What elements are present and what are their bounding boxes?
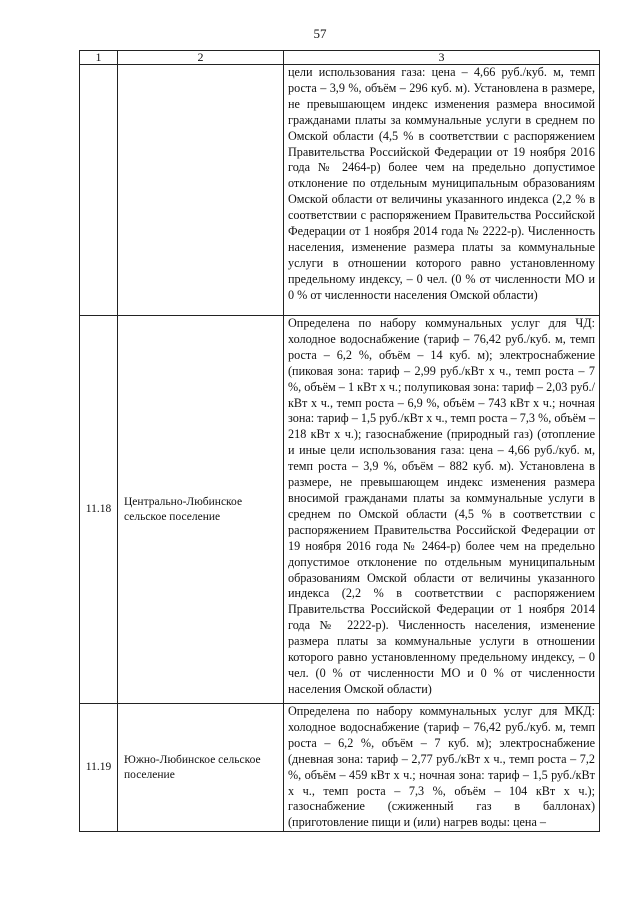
tariff-description: Определена по набору коммунальных услуг для ЧД: холодное водоснабжение (тариф – 76,42 руб./куб. м, темп роста – 6,2 %, объём – 14 куб. м); электроснабжение (пиковая зона: тариф – 2,99 руб./кВт х ч., темп роста – 7 %, объём – 1 кВт х ч.; полупиковая зона: тариф – 2,03 руб./кВт х ч., темп роста – 6,9 %, объём – 743 кВт х ч.; ночная зона: тариф – 1,5 руб./кВт х ч., темп роста – 7,3 %, объём – 218 кВт х ч.); газоснабжение (природный газ) (отопление и иные цели использования газа: цена – 4,66 руб./куб. м, темп роста – 3,9 %, объём – 882 куб. м). Установлена в размере, не превышающем индекс изменения размера вносимой гражданами платы за коммунальные услуги в среднем по Омской области (4,5 % в соответствии с распоряжением Правительства Российской Федерации от 19 ноября 2016 года № 2464-р) более чем на предельно допустимое отклонение по отдельным муниципальным образованиям Омской области от величины указанного индекса (2,2 % в соответствии с распоряжением Правительства Российской Федерации от 1 ноября 2014 года № 2222-р). Численность населения, изменение размера платы за коммунальные услуги в отношении которого равно установленному предельному индексу, – 0 чел. (0 % от численности МО и 0 % от численности населения Омской области) — [284, 316, 600, 704]
table-header-row — [80, 51, 600, 65]
table-row — [80, 316, 600, 704]
municipality-name: Южно-Любинское сельское поселение — [118, 704, 284, 832]
column-header-3: 3 — [284, 51, 600, 65]
municipality-name: Центрально-Любинское сельское поселение — [118, 316, 284, 704]
row-number: 11.19 — [80, 704, 118, 832]
municipality-name — [118, 65, 284, 316]
tariff-table — [79, 50, 600, 832]
table-row — [80, 65, 600, 316]
column-header-2: 2 — [118, 51, 284, 65]
tariff-description: цели использования газа: цена – 4,66 руб./куб. м, темп роста – 3,9 %, объём – 296 куб. м). Установлена в размере, не превышающем индекс изменения размера вносимой гражданами платы за коммунальные услуги в среднем по Омской области (4,5 % в соответствии с распоряжением Правительства Российской Федерации от 19 ноября 2016 года № 2464-р) более чем на предельно допустимое отклонение по отдельным муниципальным образованиям Омской области от величины указанного индекса (2,2 % в соответствии с распоряжением Правительства Российской Федерации от 1 ноября 2014 года № 2222-р). Численность населения, изменение размера платы за коммунальные услуги в отношении которого равно установленному предельному индексу, – 0 чел. (0 % от численности МО и 0 % от численности населения Омской области) — [284, 65, 600, 316]
row-number — [80, 65, 118, 316]
row-number: 11.18 — [80, 316, 118, 704]
table-row — [80, 704, 600, 832]
page-number: 57 — [313, 26, 327, 41]
tariff-description: Определена по набору коммунальных услуг для МКД: холодное водоснабжение (тариф – 76,42 руб./куб. м, темп роста – 6,2 %, объём – 7 куб. м); электроснабжение (дневная зона: тариф – 2,77 руб./кВт х ч., темп роста – 7,2 %, объём – 459 кВт х ч.; ночная зона: тариф – 1,5 руб./кВт х ч., темп роста – 7,3 %, объём – 104 кВт х ч.); газоснабжение (сжиженный газ в баллонах) (приготовление пищи и (или) нагрев воды: цена – — [284, 704, 600, 832]
column-header-1: 1 — [80, 51, 118, 65]
